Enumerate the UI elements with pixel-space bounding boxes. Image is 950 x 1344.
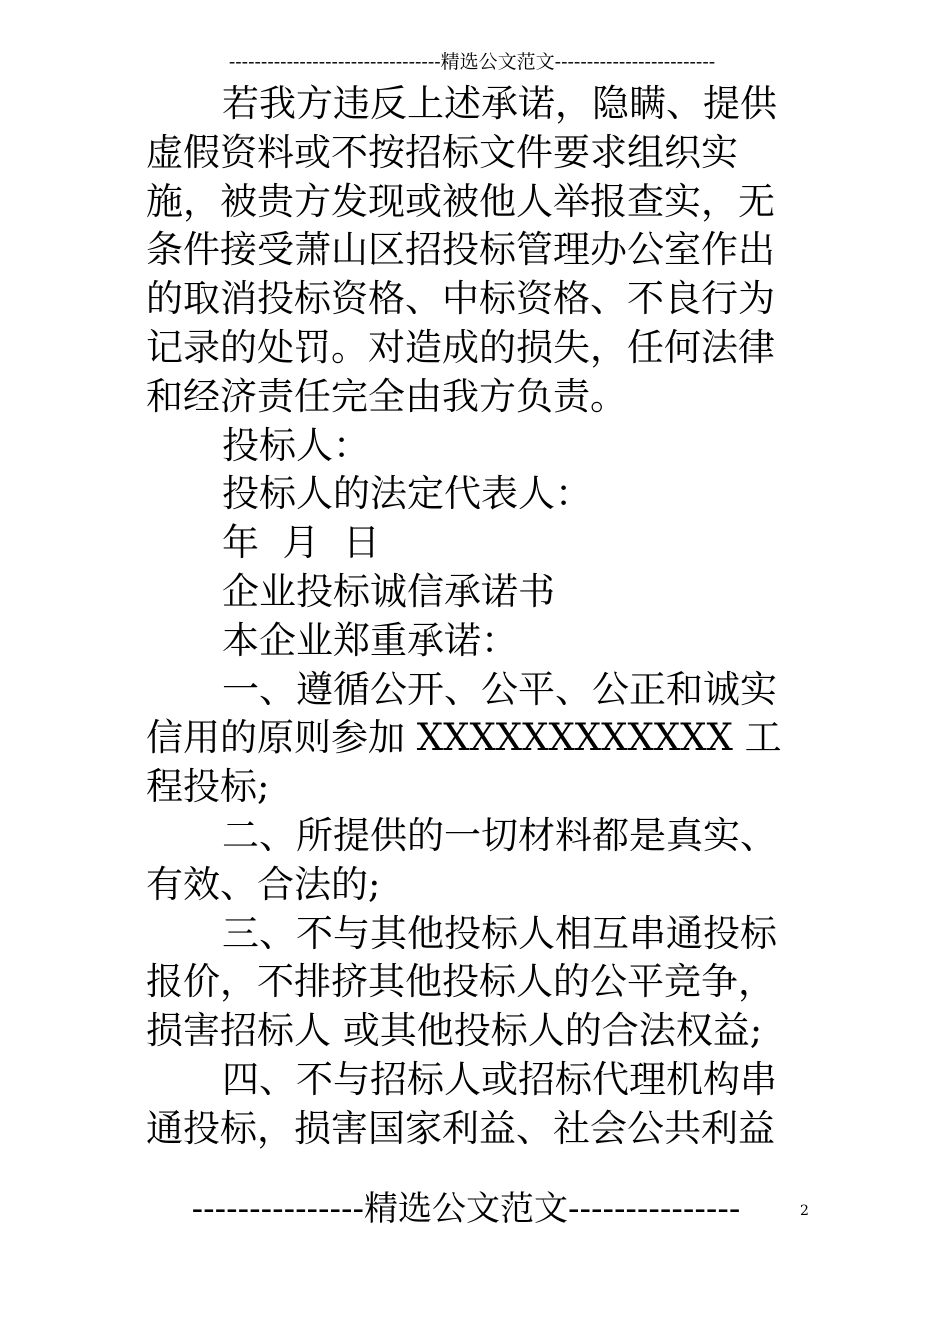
paragraph-date: 年 月 日 [222, 521, 381, 565]
paragraph-item-1: 一、遵循公开、公平、公正和诚实信用的原则参加 XXXXXXXXXXXX 工程投标; [146, 667, 782, 809]
page-footer: ---------------精选公文范文--------------- [191, 1189, 741, 1229]
paragraph-legal-representative: 投标人的法定代表人： [222, 472, 592, 516]
document-title: 企业投标诚信承诺书 [222, 569, 555, 613]
paragraph-item-2: 二、所提供的一切材料都是真实、有效、合法的; [146, 813, 777, 906]
paragraph-bidder: 投标人： [222, 423, 370, 467]
paragraph-solemn-commitment: 本企业郑重承诺： [222, 618, 518, 662]
paragraph-item-4: 四、不与招标人或招标代理机构串通投标，损害国家利益、社会公共利益 [146, 1057, 777, 1150]
page-header: ---------------------------------精选公文范文------------------------- [228, 51, 716, 73]
page-number: 2 [800, 1203, 809, 1219]
paragraph-item-3: 三、不与其他投标人相互串通投标报价，不排挤其他投标人的公平竞争，损害招标人 或其他投标人的合法权益; [146, 911, 777, 1053]
paragraph-commitment-violation: 若我方违反上述承诺，隐瞒、提供虚假资料或不按招标文件要求组织实施，被贵方发现或被他人举报查实，无条件接受萧山区招投标管理办公室作出的取消投标资格、中标资格、不良行为记录的处罚。对造成的损失，任何法律和经济责任完全由我方负责。 [146, 82, 777, 418]
document-body [146, 80, 806, 1154]
